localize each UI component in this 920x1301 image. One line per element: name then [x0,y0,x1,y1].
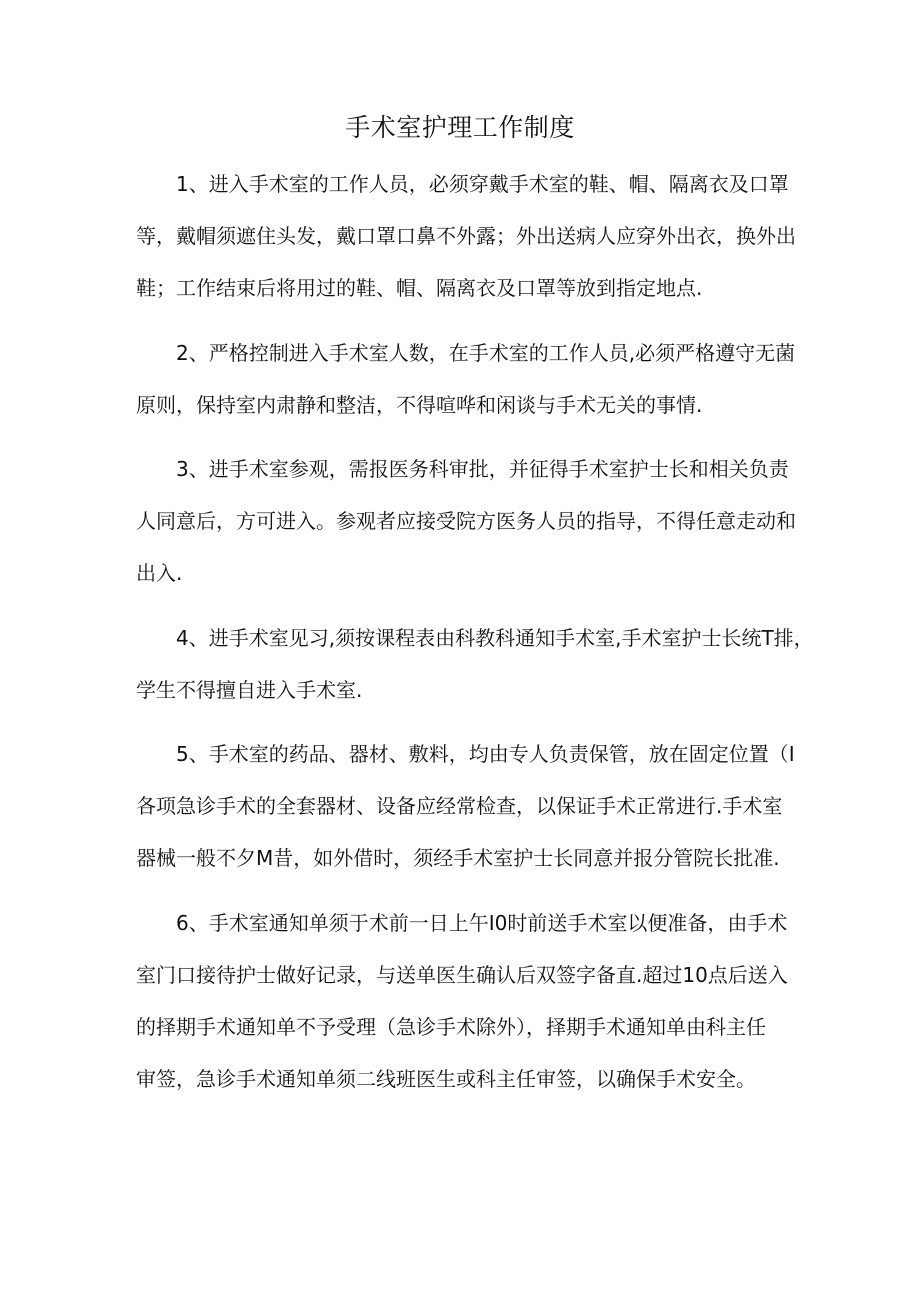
paragraph-line: 出入. [136,561,183,585]
paragraph-line: 器械一般不夕M昔，如外借时，须经手术室护士长同意并报分管院长批准. [136,846,780,870]
paragraph-line: 原则，保持室内肃静和整洁，不得喧哗和闲谈与手术无关的事情. [136,393,703,417]
paragraph-2 [136,327,796,431]
document-title: 手术室护理工作制度 [345,113,575,142]
paragraph-line: 的择期手术通知单不予受理（急诊手术除外），择期手术通知单由科主任 [136,1015,766,1039]
paragraph-5 [136,728,795,884]
paragraph-line: 2、严格控制进入手术室人数，在手术室的工作人员,必须严格遵守无菌 [176,341,796,365]
paragraph-line: 学生不得擅自进入手术室. [136,678,363,702]
paragraph-line: 1、进入手术室的工作人员，必须穿戴手术室的鞋、帽、隔离衣及口罩 [176,172,789,196]
paragraph-line: 人同意后，方可进入。参观者应接受院方医务人员的指导，不得任意走动和 [136,509,796,533]
paragraph-line: 等，戴帽须遮住头发，戴口罩口鼻不外露；外出送病人应穿外出衣，换外出 [136,224,796,248]
paragraph-line: 室门口接待护士做好记录，与送单医生确认后双签字备直.超过10点后送入 [136,963,788,987]
paragraph-1 [136,158,796,314]
paragraph-line: 审签，急诊手术通知单须二线班医生或科主任审签，以确保手术安全。 [136,1067,756,1091]
paragraph-line: 鞋；工作结束后将用过的鞋、帽、隔离衣及口罩等放到指定地点. [136,276,703,300]
paragraph-line: 4、进手术室见习,须按课程表由科教科通知手术室,手术室护士长统T排， [176,626,814,650]
paragraph-3 [136,443,796,599]
paragraph-line: 5、手术室的药品、器材、敷料，均由专人负责保管，放在固定位置（I [176,742,795,766]
paragraph-6 [136,897,786,1105]
paragraph-line: 6、手术室通知单须于术前一日上午I0时前送手术室以便准备，由手术 [176,911,788,935]
paragraph-4 [136,612,814,716]
paragraph-line: 3、进手术室参观，需报医务科审批，并征得手术室护士长和相关负责 [176,457,789,481]
paragraph-line: 各项急诊手术的全套器材、设备应经常检查，以保证手术正常进行.手术室 [136,794,783,818]
